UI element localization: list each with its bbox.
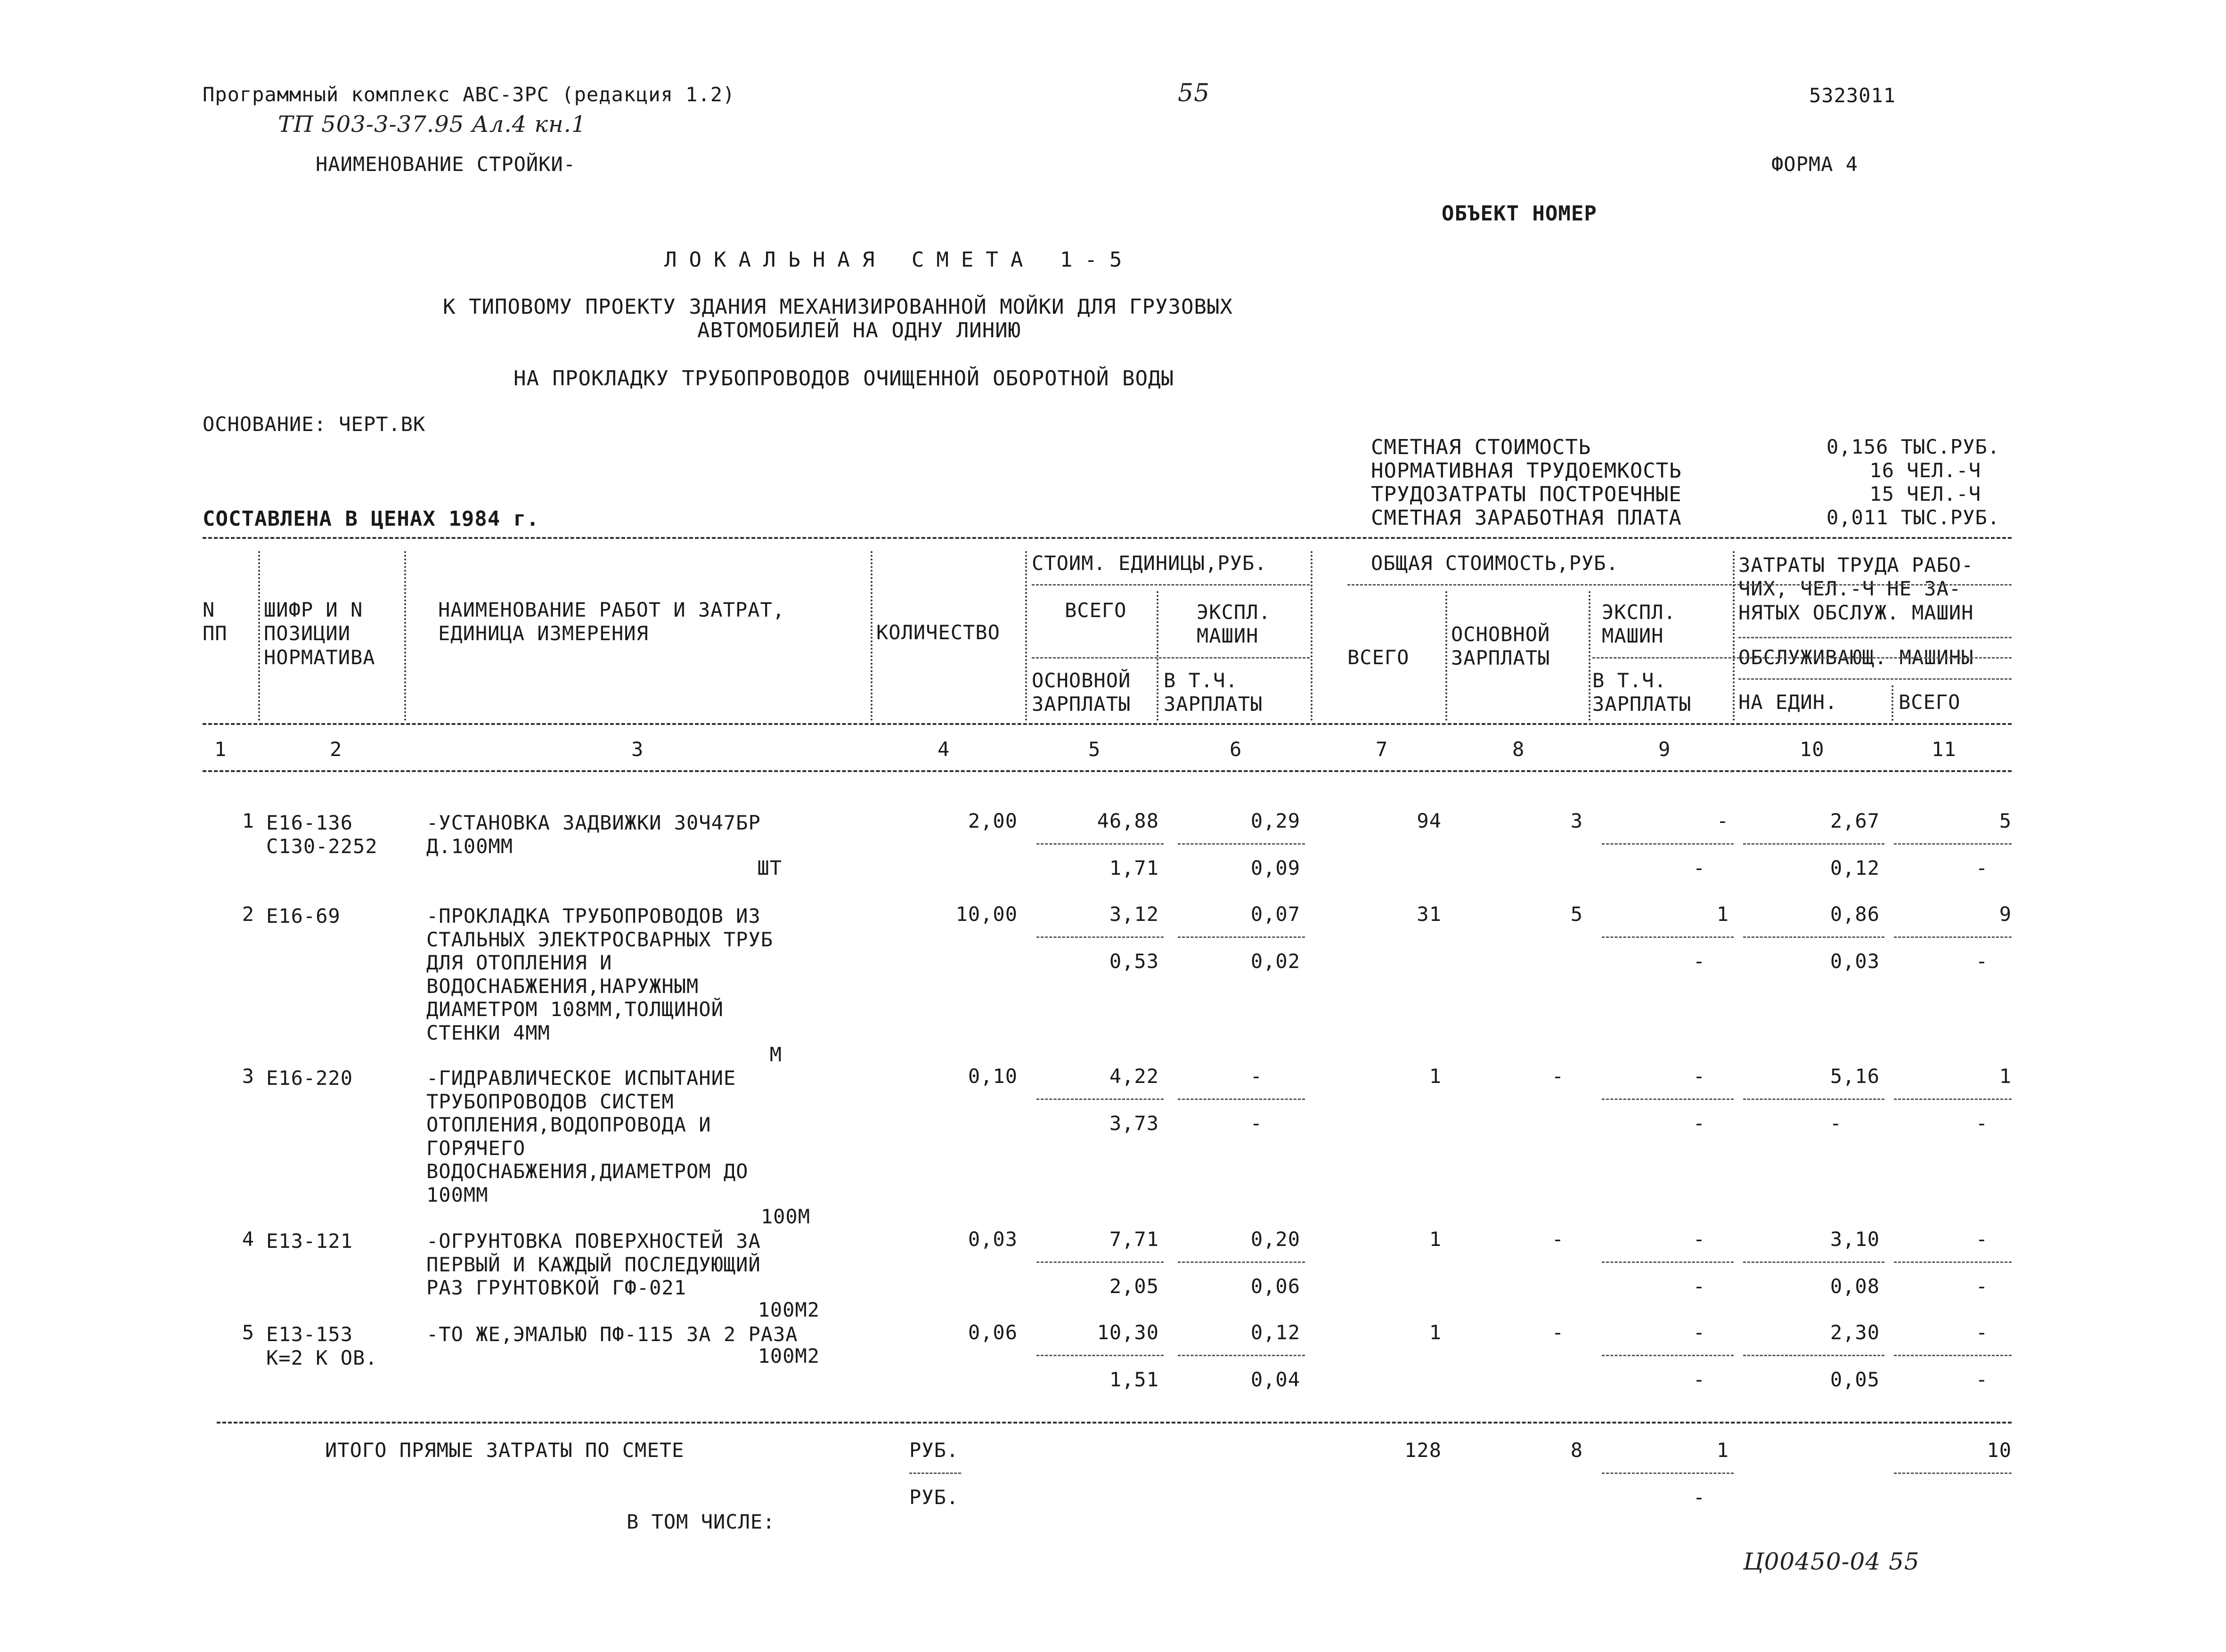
header-total-cost: ОБЩАЯ СТОИМОСТЬ,РУБ.: [1371, 552, 1619, 575]
header-rule: [1032, 584, 1310, 586]
totals-incl-wage: -: [1693, 1486, 1705, 1509]
row-labor-unit-servicing: 0,03: [1830, 950, 1880, 973]
row-unit: 100М: [760, 1205, 810, 1228]
row-unit-total: 46,88: [1097, 809, 1159, 832]
row-unit-basic-wage: 3,73: [1109, 1112, 1159, 1135]
column-numbers-rule: [203, 770, 2012, 772]
row-quantity: 0,06: [968, 1321, 1018, 1344]
totals-machines: 1: [1716, 1439, 1729, 1462]
column-number: 6: [1230, 738, 1242, 761]
row-labor-total-servicing: -: [1975, 950, 1988, 973]
cell-rule: [1602, 1355, 1734, 1356]
row-unit-machines: 0,12: [1250, 1321, 1300, 1344]
row-labor-unit: 3,10: [1830, 1228, 1880, 1251]
cell-rule: [1743, 1355, 1884, 1356]
estimate-subtitle-line3: НА ПРОКЛАДКУ ТРУБОПРОВОДОВ ОЧИЩЕННОЙ ОБОРОТНОЙ ВОДЫ: [514, 366, 1174, 391]
object-label: ОБЪЕКТ НОМЕР: [1442, 202, 1597, 226]
header-rule: [1592, 657, 2012, 659]
cell-rule: [1602, 936, 1734, 938]
row-total-all: 94: [1417, 809, 1442, 832]
row-unit-machines: 0,07: [1250, 903, 1300, 926]
cell-rule: [1036, 843, 1164, 845]
summary-value: 15 ЧЕЛ.-Ч: [1869, 482, 1981, 505]
column-number: 1: [214, 738, 227, 761]
row-unit: 100М2: [758, 1344, 820, 1367]
header-total-incl-wage: В Т.Ч. ЗАРПЛАТЫ: [1592, 669, 1692, 716]
row-labor-total: -: [1975, 1228, 1988, 1251]
summary-label: СМЕТНАЯ ЗАРАБОТНАЯ ПЛАТА: [1371, 506, 1682, 530]
row-total-incl-wage: -: [1693, 950, 1705, 973]
row-number: 2: [242, 903, 254, 926]
row-quantity: 2,00: [968, 809, 1018, 832]
column-separator: [1892, 685, 1893, 721]
column-separator: [1589, 591, 1590, 721]
row-work-name: -ТО ЖЕ,ЭМАЛЬЮ ПФ-115 ЗА 2 РАЗА: [426, 1323, 798, 1346]
header-labor-total: ВСЕГО: [1899, 691, 1961, 714]
row-code: Е13-121: [266, 1229, 353, 1253]
row-unit: ШТ: [757, 856, 782, 879]
row-work-name: -ПРОКЛАДКА ТРУБОПРОВОДОВ ИЗ СТАЛЬНЫХ ЭЛЕКТРОСВАРНЫХ ТРУБ ДЛЯ ОТОПЛЕНИЯ И ВОДОСНАБЖЕНИЯ,НАРУЖНЫМ ДИАМЕТРОМ 108ММ,ТОЛЩИНОЙ СТЕНКИ 4ММ: [426, 904, 774, 1044]
row-total-basic-wage: -: [1551, 1228, 1564, 1251]
row-number: 3: [242, 1065, 254, 1088]
row-work-name: -УСТАНОВКА ЗАДВИЖКИ 30Ч47БР Д.100ММ: [426, 811, 761, 858]
cell-rule: [1602, 1473, 1734, 1474]
summary-value: 0,156 ТЫС.РУБ.: [1826, 435, 2000, 458]
column-number: 10: [1800, 738, 1825, 761]
cell-rule: [1894, 1261, 2012, 1263]
cell-rule: [1178, 936, 1305, 938]
row-total-basic-wage: 5: [1570, 903, 1583, 926]
row-total-all: 1: [1429, 1228, 1442, 1251]
cell-rule: [1178, 1355, 1305, 1356]
cell-rule: [1178, 1099, 1305, 1100]
row-unit: 100М2: [758, 1298, 820, 1321]
estimate-subtitle-line1: К ТИПОВОМУ ПРОЕКТУ ЗДАНИЯ МЕХАНИЗИРОВАННОЙ МОЙКИ ДЛЯ ГРУЗОВЫХ: [443, 295, 1233, 319]
cell-rule: [1743, 936, 1884, 938]
row-unit-basic-wage: 1,51: [1109, 1368, 1159, 1391]
row-unit-incl-wage: 0,09: [1250, 856, 1300, 879]
column-number: 4: [938, 738, 950, 761]
cell-rule: [1178, 843, 1305, 845]
header-labor-servicing: ОБСЛУЖИВАЮЩ. МАШИНЫ: [1738, 646, 1974, 669]
cell-rule: [1894, 1099, 2012, 1100]
column-number: 5: [1088, 738, 1101, 761]
cell-rule: [1602, 843, 1734, 845]
row-total-basic-wage: 3: [1570, 809, 1583, 832]
estimate-title: ЛОКАЛЬНАЯ СМЕТА 1-5: [664, 248, 1134, 272]
column-number: 11: [1932, 738, 1957, 761]
cell-rule: [1036, 1355, 1164, 1356]
column-separator: [1445, 591, 1447, 721]
row-labor-unit-servicing: -: [1829, 1112, 1842, 1135]
row-unit-incl-wage: 0,04: [1250, 1368, 1300, 1391]
row-unit-incl-wage: -: [1250, 1112, 1263, 1135]
row-unit-incl-wage: 0,06: [1250, 1275, 1300, 1298]
row-labor-unit: 2,30: [1830, 1321, 1880, 1344]
cell-rule: [1743, 1261, 1884, 1263]
cell-rule: [1894, 843, 2012, 845]
cell-rule: [1178, 1261, 1305, 1263]
header-work-name: НАИМЕНОВАНИЕ РАБОТ И ЗАТРАТ, ЕДИНИЦА ИЗМЕРЕНИЯ: [438, 598, 785, 645]
header-code: ШИФР И N ПОЗИЦИИ НОРМАТИВА: [264, 598, 375, 669]
totals-labor: 10: [1987, 1439, 2012, 1462]
row-labor-unit: 0,86: [1830, 903, 1880, 926]
row-unit-machines: 0,20: [1250, 1228, 1300, 1251]
form-label: ФОРМА 4: [1771, 153, 1859, 176]
totals-unit: РУБ.: [909, 1486, 959, 1509]
basis-label: ОСНОВАНИЕ: ЧЕРТ.ВК: [203, 413, 426, 436]
column-separator: [404, 551, 406, 721]
totals-total-all: 128: [1404, 1439, 1442, 1462]
row-total-all: 1: [1429, 1321, 1442, 1344]
row-code: Е16-69: [266, 904, 341, 928]
row-labor-unit-servicing: 0,05: [1830, 1368, 1880, 1391]
row-number: 4: [242, 1228, 254, 1251]
header-total-all: ВСЕГО: [1347, 646, 1410, 669]
cell-rule: [1036, 936, 1164, 938]
column-separator: [1025, 551, 1027, 721]
row-total-basic-wage: -: [1551, 1321, 1564, 1344]
row-labor-unit: 2,67: [1830, 809, 1880, 832]
row-total-machines: -: [1693, 1065, 1705, 1088]
header-labor: ЗАТРАТЫ ТРУДА РАБО- ЧИХ, ЧЕЛ.-Ч НЕ ЗА- НЯТЫХ ОБСЛУЖ. МАШИН: [1738, 553, 1974, 624]
header-quantity: КОЛИЧЕСТВО: [876, 621, 1000, 644]
header-rule: [1347, 584, 2012, 586]
handwritten-reference: ТП 503-3-37.95 Ал.4 кн.1: [278, 111, 587, 138]
row-total-incl-wage: -: [1693, 1275, 1705, 1298]
cell-rule: [1602, 1099, 1734, 1100]
header-unit-machines: ЭКСПЛ. МАШИН: [1197, 601, 1271, 648]
row-unit-machines: 0,29: [1250, 809, 1300, 832]
row-unit-machines: -: [1250, 1065, 1263, 1088]
header-unit-cost: СТОИМ. ЕДИНИЦЫ,РУБ.: [1032, 552, 1267, 575]
document-code: 5323011: [1809, 84, 1896, 107]
row-total-machines: -: [1716, 809, 1729, 832]
totals-label: ИТОГО ПРЯМЫЕ ЗАТРАТЫ ПО СМЕТЕ: [325, 1439, 685, 1462]
header-unit-basic-wage: ОСНОВНОЙ ЗАРПЛАТЫ: [1032, 669, 1131, 716]
page-number: 55: [1178, 79, 1210, 107]
row-labor-total-servicing: -: [1975, 1112, 1988, 1135]
row-unit: М: [769, 1043, 782, 1066]
row-code: Е16-220: [266, 1066, 353, 1090]
cell-rule: [1743, 1099, 1884, 1100]
row-quantity: 10,00: [955, 903, 1018, 926]
row-unit-incl-wage: 0,02: [1250, 950, 1300, 973]
row-work-name: -ОГРУНТОВКА ПОВЕРХНОСТЕЙ ЗА ПЕРВЫЙ И КАЖДЫЙ ПОСЛЕДУЮЩИЙ РАЗ ГРУНТОВКОЙ ГФ-021: [426, 1229, 761, 1300]
row-unit-basic-wage: 0,53: [1109, 950, 1159, 973]
cell-rule: [1743, 843, 1884, 845]
row-labor-unit-servicing: 0,08: [1830, 1275, 1880, 1298]
cell-rule: [1894, 1355, 2012, 1356]
row-labor-total-servicing: -: [1975, 856, 1988, 879]
header-row-number: N ПП: [203, 598, 228, 645]
row-labor-unit: 5,16: [1830, 1065, 1880, 1088]
summary-value: 0,011 ТЫС.РУБ.: [1826, 506, 2000, 529]
row-total-machines: -: [1693, 1228, 1705, 1251]
cell-rule: [1602, 1261, 1734, 1263]
summary-label: НОРМАТИВНАЯ ТРУДОЕМКОСТЬ: [1371, 459, 1682, 483]
column-number: 3: [631, 738, 644, 761]
row-total-basic-wage: -: [1551, 1065, 1564, 1088]
cell-rule: [1894, 1473, 2012, 1474]
header-rule: [1738, 678, 2012, 680]
row-total-incl-wage: -: [1693, 1368, 1705, 1391]
column-separator: [1157, 591, 1158, 721]
summary-value: 16 ЧЕЛ.-Ч: [1869, 459, 1981, 482]
row-total-all: 1: [1429, 1065, 1442, 1088]
column-number: 2: [330, 738, 342, 761]
row-labor-total: -: [1975, 1321, 1988, 1344]
footer-handwritten-note: Ц00450-04 55: [1743, 1548, 1920, 1575]
header-rule: [1738, 637, 2012, 638]
row-number: 5: [242, 1321, 254, 1344]
row-quantity: 0,10: [968, 1065, 1018, 1088]
row-labor-total: 9: [1999, 903, 2012, 926]
row-labor-total-servicing: -: [1975, 1368, 1988, 1391]
totals-including-label: В ТОМ ЧИСЛЕ:: [627, 1510, 775, 1533]
construction-name-label: НАИМЕНОВАНИЕ СТРОЙКИ-: [316, 153, 576, 176]
header-labor-per-unit: НА ЕДИН.: [1738, 691, 1838, 714]
software-name: Программный комплекс АВС-3РС (редакция 1.2): [203, 83, 735, 106]
estimate-subtitle-line2: АВТОМОБИЛЕЙ НА ОДНУ ЛИНИЮ: [697, 318, 1021, 342]
column-separator: [1733, 551, 1735, 721]
header-total-machines: ЭКСПЛ. МАШИН: [1602, 601, 1676, 648]
totals-top-rule: [217, 1422, 2012, 1424]
prices-label: СОСТАВЛЕНА В ЦЕНАХ 1984 г.: [203, 507, 539, 531]
column-number: 7: [1376, 738, 1388, 761]
column-number: 9: [1658, 738, 1671, 761]
totals-basic-wage: 8: [1570, 1439, 1583, 1462]
row-code: Е13-153 К=2 К ОВ.: [266, 1323, 378, 1369]
row-unit-basic-wage: 2,05: [1109, 1275, 1159, 1298]
row-total-machines: 1: [1716, 903, 1729, 926]
cell-rule: [1036, 1099, 1164, 1100]
header-bottom-rule: [203, 723, 2012, 725]
row-unit-total: 4,22: [1109, 1065, 1159, 1088]
column-number: 8: [1512, 738, 1525, 761]
cell-rule: [909, 1473, 961, 1474]
row-unit-total: 10,30: [1097, 1321, 1159, 1344]
row-labor-total-servicing: -: [1975, 1275, 1988, 1298]
row-unit-total: 7,71: [1109, 1228, 1159, 1251]
summary-label: ТРУДОЗАТРАТЫ ПОСТРОЕЧНЫЕ: [1371, 482, 1682, 506]
header-rule: [1032, 657, 1310, 659]
row-total-incl-wage: -: [1693, 856, 1705, 879]
header-total-basic-wage: ОСНОВНОЙ ЗАРПЛАТЫ: [1451, 623, 1550, 670]
row-total-machines: -: [1693, 1321, 1705, 1344]
column-separator: [871, 551, 872, 721]
summary-label: СМЕТНАЯ СТОИМОСТЬ: [1371, 435, 1591, 459]
row-quantity: 0,03: [968, 1228, 1018, 1251]
row-unit-total: 3,12: [1109, 903, 1159, 926]
row-work-name: -ГИДРАВЛИЧЕСКОЕ ИСПЫТАНИЕ ТРУБОПРОВОДОВ СИСТЕМ ОТОПЛЕНИЯ,ВОДОПРОВОДА И ГОРЯЧЕГО ВОДОСНАБЖЕНИЯ,ДИАМЕТРОМ ДО 100ММ: [426, 1066, 749, 1206]
column-separator: [258, 551, 260, 721]
row-code: Е16-136 С130-2252: [266, 811, 378, 858]
row-unit-basic-wage: 1,71: [1109, 856, 1159, 879]
row-labor-total: 5: [1999, 809, 2012, 832]
row-total-all: 31: [1417, 903, 1442, 926]
row-labor-unit-servicing: 0,12: [1830, 856, 1880, 879]
row-number: 1: [242, 809, 254, 832]
header-unit-incl-wage: В Т.Ч. ЗАРПЛАТЫ: [1164, 669, 1263, 716]
row-total-incl-wage: -: [1693, 1112, 1705, 1135]
cell-rule: [1036, 1261, 1164, 1263]
header-unit-total: ВСЕГО: [1065, 599, 1127, 622]
column-separator: [1311, 551, 1313, 721]
totals-unit: РУБ.: [909, 1439, 959, 1462]
row-labor-total: 1: [1999, 1065, 2012, 1088]
cell-rule: [1894, 936, 2012, 938]
table-top-rule: [203, 537, 2012, 539]
